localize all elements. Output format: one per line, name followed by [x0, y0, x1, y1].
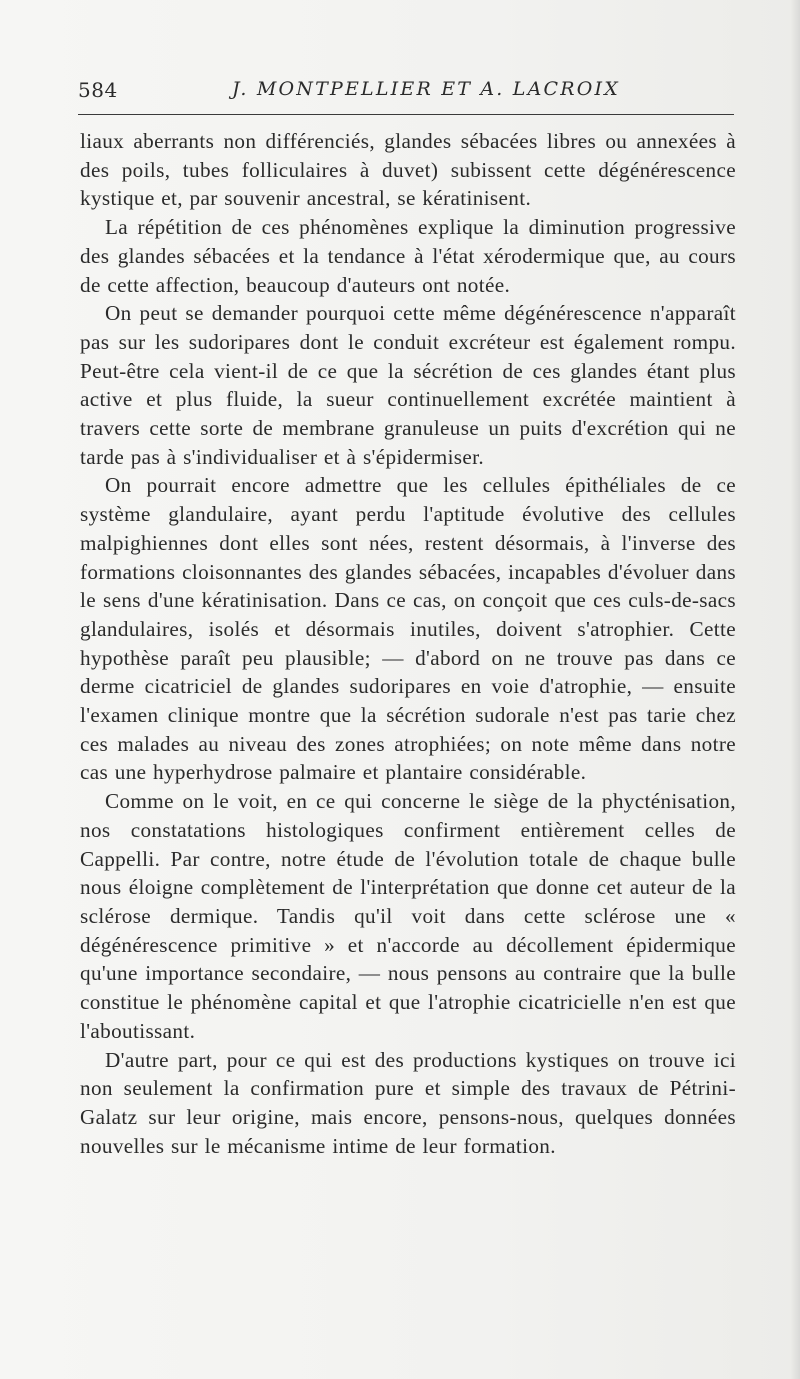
paragraph: Comme on le voit, en ce qui concerne le siège de la phycténisation, nos constatations histologiques confirment entièrement celles de Cappelli. Par contre, notre étude de l'évolution totale de chaque bulle nous éloigne complètement de l'interprétation que donne cet auteur de la sclérose dermique. Tandis qu'il voit dans cette sclérose une « dégénérescence primitive » et n'accorde au décollement épidermique qu'une importance secondaire, — nous pensons au contraire que la bulle constitue le phénomène capital et que l'atrophie cicatricielle n'en est que l'aboutissant. — [80, 789, 736, 1043]
body-text — [80, 127, 736, 1160]
paragraph: La répétition de ces phénomènes explique la diminution progressive des glandes sébacées et la tendance à l'état xérodermique que, au cours de cette affection, beaucoup d'auteurs ont notée. — [80, 215, 736, 297]
paragraph: On peut se demander pourquoi cette même dégénérescence n'apparaît pas sur les sudoripares dont le conduit excréteur est également rompu. Peut-être cela vient-il de ce que la sécrétion de ces glandes étant plus active et plus fluide, la sueur continuellement excrétée maintient à travers cette sorte de membrane granuleuse un puits d'excrétion qui ne tarde pas à s'individualiser et à s'épidermiser. — [80, 301, 736, 469]
running-title: J. MONTPELLIER ET A. LACROIX — [232, 78, 620, 100]
header-rule — [78, 114, 734, 115]
page-number: 584 — [78, 78, 118, 102]
page-header — [78, 78, 734, 110]
page-edge-shadow — [790, 0, 800, 1379]
paragraph: D'autre part, pour ce qui est des productions kystiques on trouve ici non seulement la confirmation pure et simple des travaux de Pétrini-Galatz sur leur origine, mais encore, pensons-nous, quelques données nouvelles sur le mécanisme intime de leur formation. — [80, 1047, 736, 1158]
paragraph: On pourrait encore admettre que les cellules épithéliales de ce système glandulaire, ayant perdu l'aptitude évolutive des cellules malpighiennes dont elles sont nées, restent désormais, à l'inverse des formations cloisonnantes des glandes sébacées, incapables d'évoluer dans le sens d'une kératinisation. Dans ce cas, on conçoit que ces culs-de-sacs glandulaires, isolés et désormais inutiles, doivent s'atrophier. Cette hypothèse paraît peu plausible; — d'abord on ne trouve pas dans ce derme cicatriciel de glandes sudoripares en voie d'atrophie, — ensuite l'examen clinique montre que la sécrétion sudorale n'est pas tarie chez ces malades au niveau des zones atrophiées; on note même dans notre cas une hyperhydrose palmaire et plantaire considérable. — [80, 473, 736, 785]
paragraph: liaux aberrants non différenciés, glandes sébacées libres ou annexées à des poils, tubes folliculaires à duvet) subissent cette dégénérescence kystique et, par souvenir ancestral, se kératinisent. — [80, 129, 736, 211]
